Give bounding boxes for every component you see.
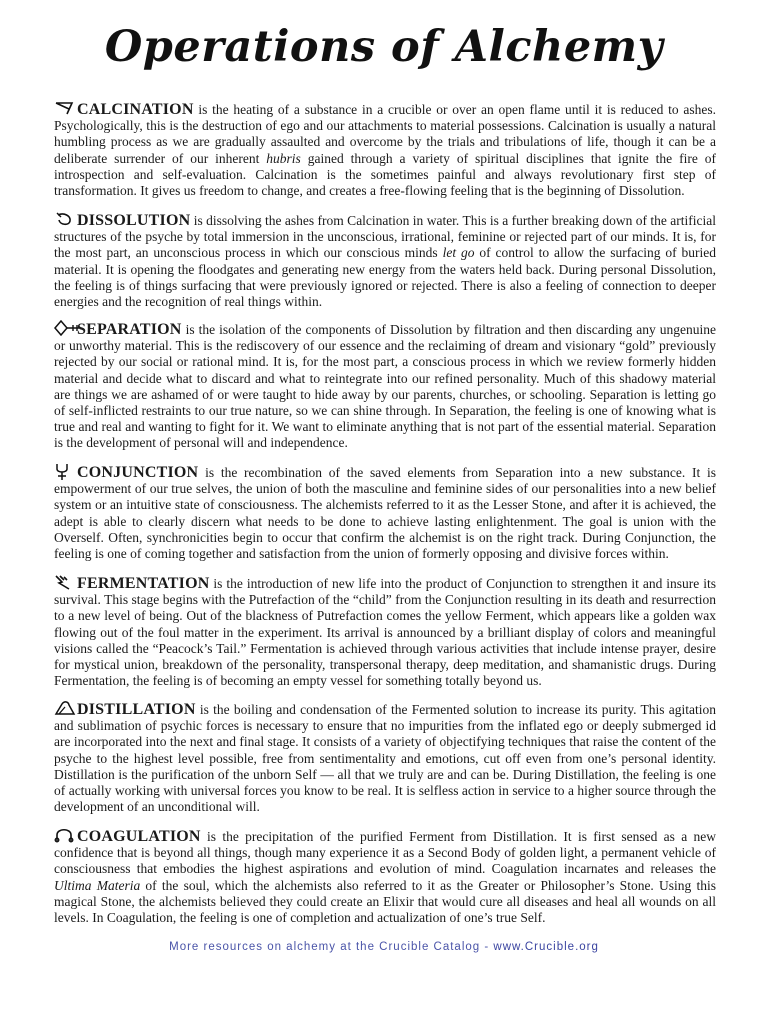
separation-symbol-icon — [54, 320, 74, 336]
section-emphasis: let go — [442, 245, 475, 261]
section-fermentation — [54, 574, 716, 689]
section-distillation — [54, 700, 716, 815]
section-body: is the recombination of the saved elements from Separation into a new substance. It is empowerment of our true selves, the union of both the masculine and feminine sides of our personalities into a new belief system or an intuitive state of consciousness. The alchemists referred to it as the Lesser Stone, and after it is achieved, the adept is able to clearly discern what needs to be done to achieve lasting enlightenment. The goal is union with the Overself. Often, synchronicities begin to occur that confirm the alchemist is on the right track. During Conjunction, the feeling is one of coming together and satisfaction from the union of formerly opposing and divisive forces within. — [54, 465, 716, 562]
footer-link[interactable]: www.Crucible.org — [493, 941, 599, 953]
section-text — [54, 100, 716, 199]
section-text — [54, 463, 716, 562]
section-text — [54, 320, 716, 452]
section-coagulation — [54, 827, 716, 926]
section-heading: DISTILLATION — [77, 701, 196, 718]
distillation-symbol-icon — [54, 700, 74, 716]
footer-text: More resources on alchemy at the Crucible Catalog - — [169, 941, 494, 953]
section-conjunction — [54, 463, 716, 562]
section-heading: DISSOLUTION — [77, 212, 191, 229]
section-dissolution — [54, 211, 716, 310]
section-text — [54, 574, 716, 689]
section-body: is the isolation of the components of Dissolution by filtration and then discarding any ungenuine or unworthy material. This is the rediscovery of our essence and the reclaiming of dream and visionary “gold” previously rejected by our social or rational mind. It is, for the most part, a conscious process in which we review formerly hidden material and decide what to discard and what to reintegrate into our refined personality. Much of this shadowy material are things we are ashamed of or were taught to hide away by our parents, churches, or schooling. Separation is letting go of self-inflicted restraints to our true nature, so we can shine through. In Separation, the feeling is one of knowing what is true and real and wanting to fight for it. We want to eliminate anything that is not part of the essential material. Separation is the development of personal will and independence. — [54, 322, 716, 451]
section-body: is the boiling and condensation of the Fermented solution to increase its purity. This agitation and sublimation of psychic forces is necessary to ensure that no impurities from the inflated ego or deeply submerged id are incorporated into the next and final stage. It consists of a variety of objectifying techniques that raise the content of the psyche to the highest level possible, free from sentimentality and emotions, cut off even from one’s personal identity. Distillation is the purification of the unborn Self — all that we truly are and can be. During Distillation, the feeling is one of actually working with universal forces you know to be real. It is selfless action in service to a higher source through the development of an unconditional will. — [54, 702, 716, 815]
coagulation-symbol-icon — [54, 827, 74, 843]
section-heading: COAGULATION — [77, 828, 201, 845]
section-heading: CALCINATION — [77, 101, 194, 118]
section-text — [54, 827, 716, 926]
section-body: of control to allow the surfacing of buried material. It is opening the floodgates and generating new energy from the waters held back. During personal Dissolution, the feeling is of things surfacing that were previously ignored or rejected. There is also a feeling of connection to deeper energies and the recognition of real things within. — [54, 245, 716, 310]
section-body: is the introduction of new life into the product of Conjunction to strengthen it and insure its survival. This stage begins with the Putrefaction of the “child” from the Conjunction resulting in its death and resurrection to a new level of being. Out of the blackness of Putrefaction comes the yellow Ferment, which appears like a golden wax flowing out of the foul matter in the experiment. Its arrival is announced by a brilliant display of colors and meaningful visions called the “Peacock’s Tail.” Fermentation is achieved through various activities that include intense prayer, desire for mystical union, breakdown of the personality, transpersonal therapy, deep meditation, and shamanistic drugs. During Fermentation, the feeling is of becoming an empty vessel for something totally beyond us. — [54, 576, 716, 689]
fermentation-symbol-icon — [54, 574, 74, 590]
section-heading: FERMENTATION — [77, 575, 210, 592]
section-body: is the heating of a substance in a crucible or over an open flame until it is reduced to ashes. Psychologically, this is the destruction of ego and our attachments to material possessions. Calcination is usually a natural humbling process as we are gradually assaulted and overcome by the trials and tribulations of life, though it can be a deliberate surrender of our inherent — [54, 102, 716, 166]
section-text — [54, 700, 716, 815]
section-body: of the soul, which the alchemists also referred to it as the Greater or Philosopher’s Stone. Using this magical Stone, the alchemists believed they could create an Elixir that would cure all diseases and heal all wounds on all levels. In Coagulation, the feeling is one of completion and actualization of one’s true Self. — [54, 877, 716, 926]
section-body: is dissolving the ashes from Calcination in water. This is a further breaking down of the artificial structures of the psyche by total immersion in the unconscious, irrational, feminine or rejected part of our minds. It is, for the most part, an unconscious process in which our conscious minds — [54, 213, 716, 261]
section-emphasis: hubris — [266, 150, 301, 166]
page-title: Operations of Alchemy — [104, 22, 664, 72]
section-body: gained through a variety of spiritual disciplines that ignite the fire of introspection and self-evaluation. Calcination is the sometimes painful and always revolutionary first step of transformation. It gives us freedom to change, and creates a free-flowing feeling that is the beginning of Dissolution. — [54, 150, 716, 199]
section-heading: SEPARATION — [77, 321, 182, 338]
calcination-symbol-icon — [54, 100, 74, 116]
page-footer — [0, 941, 768, 953]
section-body: is the precipitation of the purified Ferment from Distillation. It is first sensed as a new confidence that is beyond all things, though many experience it as a Second Body of golden light, a permanent vehicle of consciousness that embodies the highest aspirations and evolution of mind. Coagulation incarnates and releases the — [54, 829, 716, 877]
section-separation — [54, 320, 716, 452]
dissolution-symbol-icon — [54, 211, 74, 227]
section-text — [54, 211, 716, 310]
section-heading: CONJUNCTION — [77, 464, 199, 481]
section-emphasis: Ultima Materia — [54, 877, 141, 893]
section-calcination — [54, 100, 716, 199]
conjunction-symbol-icon — [54, 463, 74, 479]
